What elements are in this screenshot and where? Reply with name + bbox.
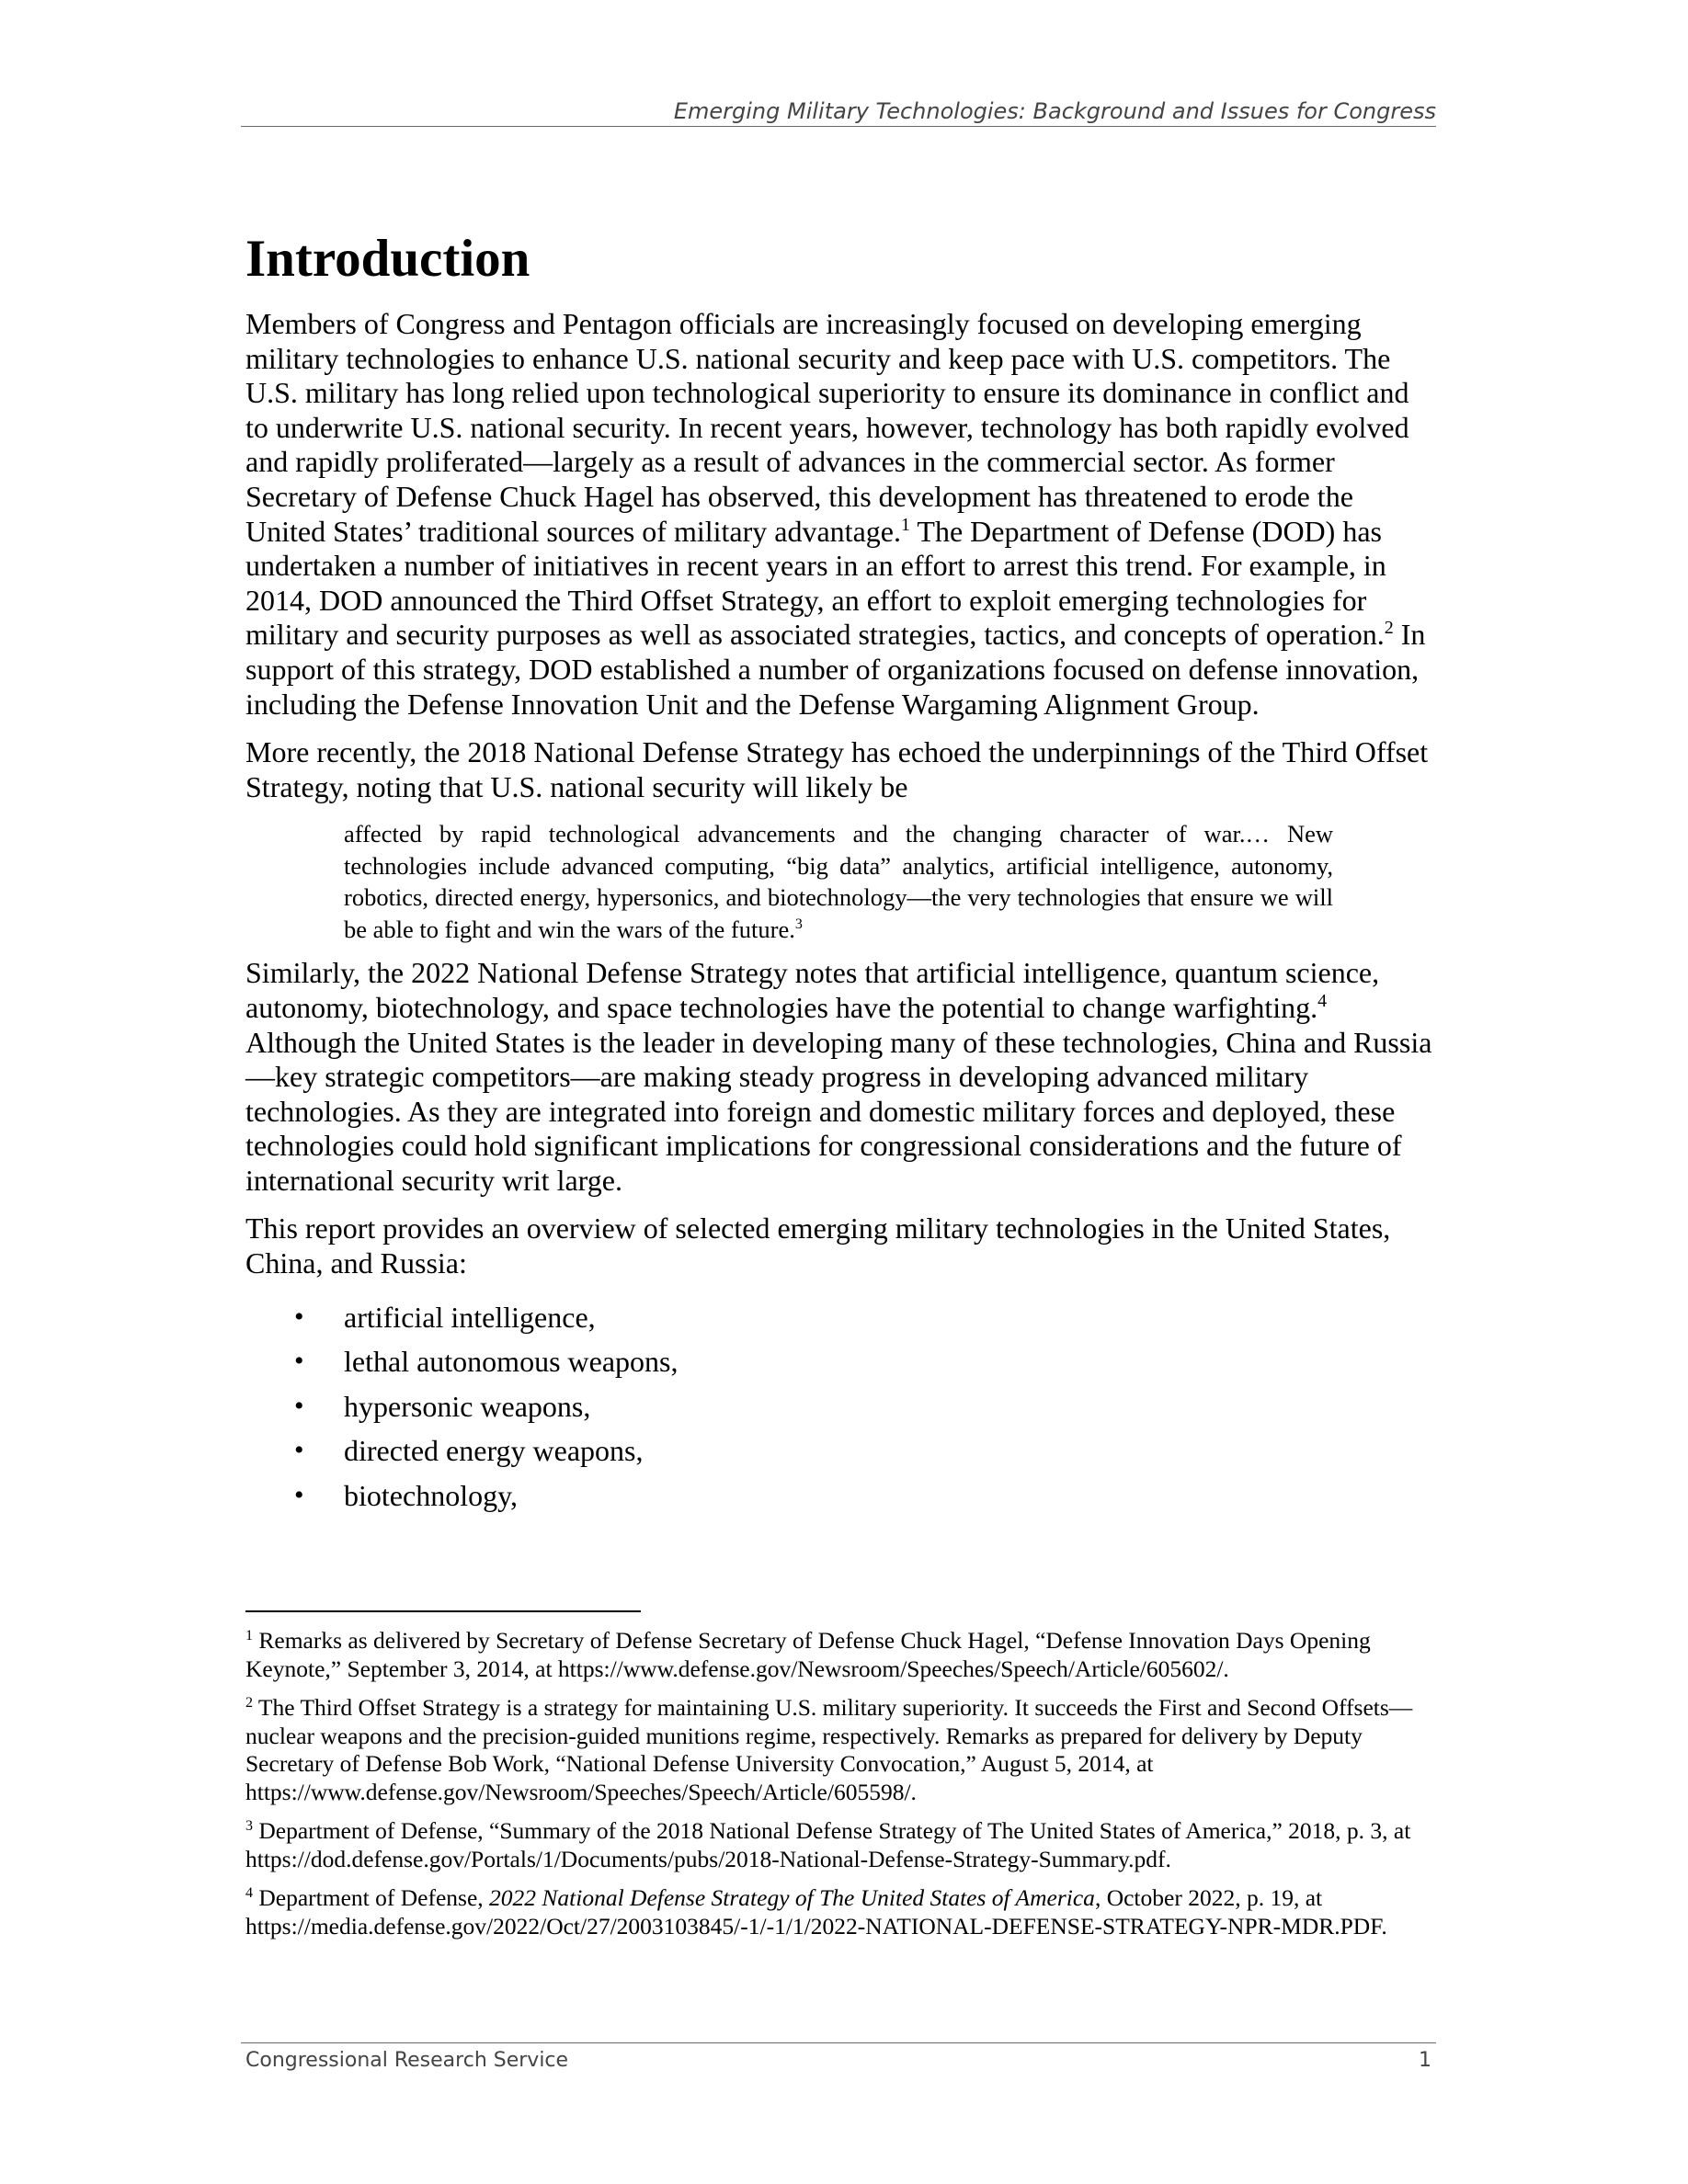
paragraph-text: In support of this strategy, DOD established a number of organizations focused on defense innovation, including the Defense Innovation Unit and the Defense Wargaming Alignment Group. — [245, 618, 1426, 721]
footer-publisher: Congressional Research Service — [245, 2049, 569, 2072]
footnote-ref-2[interactable]: 2 — [1384, 618, 1394, 639]
intro-paragraph-4: This report provides an overview of selected emerging military technologies in the United States, China, and Russia: — [245, 1211, 1391, 1280]
footnote-3 — [245, 1817, 1436, 1873]
intro-paragraph-1 — [245, 307, 1436, 722]
footnote-2 — [245, 1694, 1436, 1806]
bullet-icon: • — [294, 1435, 304, 1466]
list-item-text: lethal autonomous weapons, — [344, 1345, 679, 1379]
list-item-text: hypersonic weapons, — [344, 1389, 591, 1423]
footnote-text: The Third Offset Strategy is a strategy for maintaining U.S. military superiority. It succeeds the First and Second Offsets—nuclear weapons and the precision-guided munitions regime, respectively. Remarks as prepared for delivery by Deputy Secretary of Defense Bob Work, “National Defense University Convocation,” August 5, 2014, at https://www.defense.gov/Newsroom/Speeches/Speech/Article/605598/. — [245, 1694, 1413, 1805]
footnote-number: 1 — [245, 1628, 253, 1644]
footnote-4 — [245, 1884, 1436, 1940]
footnote-italic-title: 2022 National Defense Strategy of The United States of America — [489, 1884, 1095, 1911]
header-rule — [241, 126, 1436, 127]
list-item-text: biotechnology, — [344, 1478, 518, 1512]
running-header: Emerging Military Technologies: Background and Issues for Congress — [673, 98, 1436, 124]
bullet-icon: • — [294, 1346, 304, 1377]
paragraph-text: Although the United States is the leader in developing many of these technologies, China and Russia—key strategic competitors—are making steady progress in developing advanced military technologies. As they are integrated into foreign and domestic military forces and deployed, these technologies could hold significant implications for congressional considerations and the future of international security writ large. — [245, 1025, 1432, 1197]
footnote-text: Department of Defense, “Summary of the 2018 National Defense Strategy of The United States of America,” 2018, p. 3, at https://dod.defense.gov/Portals/1/Documents/pubs/2018-National-Defense-Strategy-Summary.pdf. — [245, 1817, 1411, 1872]
footnote-number: 3 — [245, 1818, 253, 1834]
footnote-ref-3[interactable]: 3 — [794, 916, 803, 932]
footnotes — [245, 1627, 1436, 1951]
footnote-number: 2 — [245, 1695, 253, 1711]
intro-paragraph-3 — [245, 956, 1436, 1198]
footnote-number: 4 — [245, 1885, 253, 1901]
page-number: 1 — [1419, 2049, 1431, 2072]
footer-rule — [241, 2042, 1436, 2043]
footnote-text: Remarks as delivered by Secretary of Defense Secretary of Defense Chuck Hagel, “Defense Innovation Days Opening Keynote,” September 3, 2014, at https://www.defense.gov/Newsroom/Speeches/Speech/Article/605602/. — [245, 1627, 1371, 1682]
footnote-ref-4[interactable]: 4 — [1317, 990, 1328, 1011]
paragraph-text: The Department of Defense (DOD) has undertaken a number of initiatives in recent years in an effort to arrest this trend. For example, in 2014, DOD announced the Third Offset Strategy, an effort to exploit emerging technologies for military and security purposes as well as associated strategies, tactics, and concepts of operation. — [245, 514, 1386, 652]
list-item — [245, 1473, 1436, 1519]
bullet-icon: • — [294, 1301, 304, 1332]
main-content — [245, 226, 1436, 1518]
list-item — [245, 1384, 1436, 1429]
footnote-ref-1[interactable]: 1 — [900, 514, 910, 535]
intro-paragraph-2: More recently, the 2018 National Defense Strategy has echoed the underpinnings of the Third Offset Strategy, noting that U.S. national security will likely be — [245, 735, 1429, 803]
paragraph-text: Members of Congress and Pentagon officials are increasingly focused on developing emerging military technologies to enhance U.S. national security and keep pace with U.S. competitors. The U.S. military has long relied upon technological superiority to ensure its dominance in conflict and to underwrite U.S. national security. In recent years, however, technology has both rapidly evolved and rapidly proliferated—largely as a result of advances in the commercial sector. As former Secretary of Defense Chuck Hagel has observed, this development has threatened to erode the United States’ traditional sources of military advantage. — [245, 307, 1409, 548]
bullet-icon: • — [294, 1390, 304, 1421]
list-item-text: artificial intelligence, — [344, 1300, 596, 1334]
footnote-text: Department of Defense, — [253, 1884, 490, 1911]
footnote-text: , October 2022, p. 19, at https://media.defense.gov/2022/Oct/27/2003103845/-1/-1/1/2022-NATIONAL-DEFENSE-STRATEGY-NPR-MDR.PDF. — [245, 1884, 1387, 1939]
quote-text: affected by rapid technological advancements and the changing character of war.… New technologies include advanced computing, “big data” analytics, artificial intelligence, autonomy, robotics, directed energy, hypersonics, and biotechnology—the very technologies that ensure we will be able to fight and win the wars of the future. — [344, 820, 1333, 943]
paragraph-text: Similarly, the 2022 National Defense Strategy notes that artificial intelligence, quantum science, autonomy, biotechnology, and space technologies have the potential to change warfighting. — [245, 956, 1380, 1024]
list-item — [245, 1339, 1436, 1384]
section-title: Introduction — [245, 230, 530, 288]
bullet-icon: • — [294, 1479, 304, 1510]
list-item — [245, 1428, 1436, 1473]
technology-list — [245, 1295, 1436, 1519]
list-item-text: directed energy weapons, — [344, 1434, 644, 1468]
list-item — [245, 1295, 1436, 1340]
footnote-separator — [245, 1610, 641, 1612]
footnote-1 — [245, 1627, 1436, 1683]
block-quote — [344, 818, 1333, 945]
